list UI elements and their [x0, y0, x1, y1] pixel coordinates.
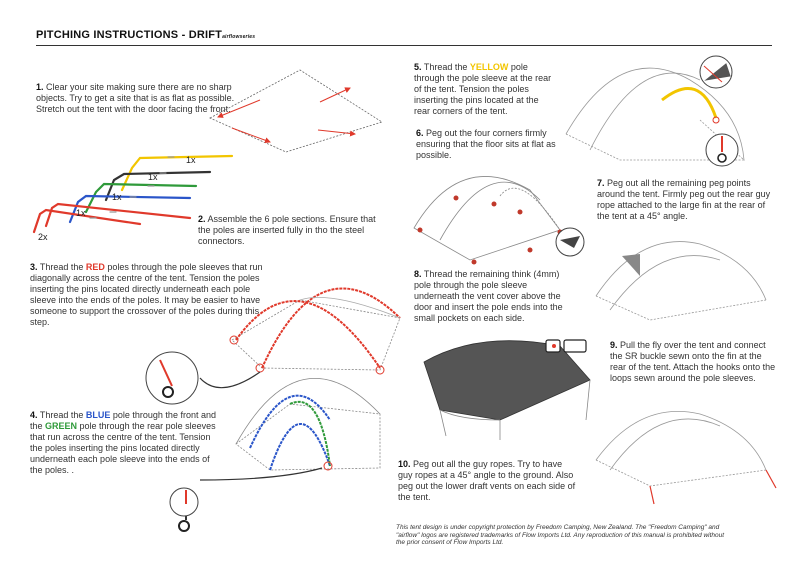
step-10: 10. Peg out all the guy ropes. Try to have guy ropes at a 45° angle to the ground. Also peg out the lower draft vents on each side of the tent.	[398, 459, 576, 502]
page-title: PITCHING INSTRUCTIONS - DRIFTairflowseries	[36, 29, 256, 41]
step-8: 8. Thread the remaining think (4mm) pole through the pole sleeve underneath the vent cover above the door and insert the pole ends into the small pockets on each side.	[414, 269, 563, 323]
step-2: 2. Assemble the 6 pole sections. Ensure that the poles are inserted fully in tho the steel connectors.	[198, 214, 376, 246]
tent-red-poles-diagram	[146, 288, 400, 404]
tent-floor-diagram	[210, 70, 382, 152]
step-3: 3. Thread the RED poles through the pole sleeves that run diagonally across the centre of the tent. Tension the poles inserting the pins located directly underneath each pole sleeve into the ends of the poles. It may be easier to have someone to support the crossover of the poles during this step.	[30, 262, 263, 327]
pole-qty-label: 1x	[112, 192, 122, 202]
tent-fly-attached-diagram	[596, 411, 776, 504]
step-7: 7. Peg out all the remaining peg points around the tent. Firmly peg out the rear guy rope attached to the large fin at the rear of the tent at a 45° angle.	[597, 178, 771, 221]
tent-yellow-pole-diagram	[566, 56, 744, 166]
step-6: 6. Peg out the four corners firmly ensuring that the floor sits at flat as possible.	[416, 128, 556, 160]
tent-with-fly-diagram	[424, 340, 590, 440]
pole-qty-label: 2x	[38, 232, 48, 242]
tent-blue-green-poles-diagram	[170, 378, 380, 531]
brand-logo: airflowseries	[222, 34, 256, 40]
tent-full-pegging-diagram	[596, 242, 766, 320]
step-1: 1. Clear your site making sure there are no sharp objects. Try to get a site that is as flat as possible. Stretch out the tent with the door facing the front.	[36, 82, 235, 114]
tent-pegged-corners-diagram	[414, 176, 584, 264]
step-4: 4. Thread the BLUE pole through the front and the GREEN pole through the rear pole sleeves that run across the centre of the tent. Tension the poles inserting the pins located directly underneath each pole sleeve into the ends of the poles. .	[30, 410, 216, 475]
pole-sections-diagram	[34, 156, 232, 232]
pole-qty-label: 1x	[186, 155, 196, 165]
step-9: 9. Pull the fly over the tent and connect the SR buckle sewn onto the fin at the rear of the tent. Attach the hooks onto the loops sewn around the pole sleeves.	[610, 340, 776, 383]
pole-qty-label: 1x	[76, 208, 86, 218]
pole-qty-label: 1x	[148, 172, 158, 182]
copyright-notice: This tent design is under copyright protection by Freedom Camping, New Zealand. The "Freedom Camping" and "airflow" logos are registered trademarks of Flow Imports Ltd. Any reproduction of this manual is prohibited without the prior consent of Flow Imports Ltd.	[396, 524, 725, 546]
step-5: 5. Thread the YELLOW pole through the pole sleeve at the rear of the tent. Tension the poles inserting the pins located at the rear corners of the tent.	[414, 62, 552, 116]
